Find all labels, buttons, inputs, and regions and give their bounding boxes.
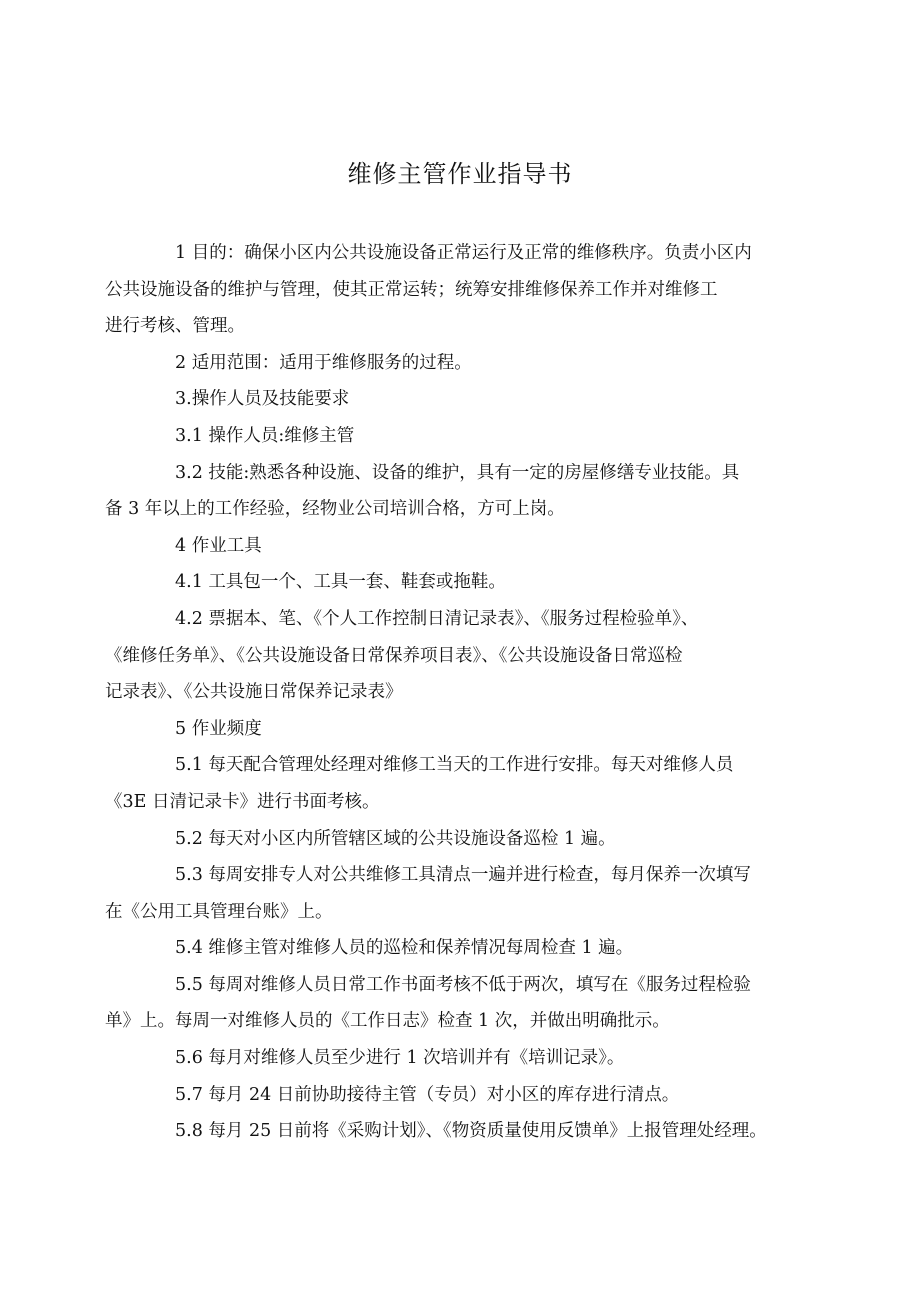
paragraph-line: 单》上。每周一对维修人员的《工作日志》检查 1 次，并做出明确批示。 — [105, 1011, 670, 1032]
paragraph-line: 3.操作人员及技能要求 — [175, 389, 350, 410]
paragraph — [140, 528, 790, 565]
paragraph-line: 2 适用范围：适用于维修服务的过程。 — [175, 352, 472, 373]
paragraph — [140, 1113, 790, 1150]
paragraph-line: 5.5 每周对维修人员日常工作书面考核不低于两次，填写在《服务过程检验 — [175, 974, 751, 995]
paragraph-line: 5.1 每天配合管理处经理对维修工当天的工作进行安排。每天对维修人员 — [175, 755, 734, 776]
paragraph-line: 5.6 每月对维修人员至少进行 1 次培训并有《培训记录》。 — [175, 1048, 625, 1069]
paragraph-line: 1 目的：确保小区内公共设施设备正常运行及正常的维修秩序。负责小区内 — [175, 243, 752, 263]
paragraph-line: 3.1 操作人员:维修主管 — [175, 425, 355, 446]
document-body — [105, 235, 790, 1150]
paragraph — [105, 601, 790, 711]
paragraph — [140, 930, 790, 967]
document-title: 维修主管作业指导书 — [347, 160, 573, 188]
paragraph — [140, 711, 790, 748]
paragraph-line: 3.2 技能:熟悉各种设施、设备的维护，具有一定的房屋修缮专业技能。具 — [175, 462, 740, 483]
paragraph-line: 进行考核、管理。 — [105, 316, 245, 337]
paragraph-line: 5 作业频度 — [175, 718, 262, 739]
paragraph — [105, 967, 790, 1040]
paragraph — [140, 821, 790, 858]
paragraph-line: 记录表》、《公共设施日常保养记录表》 — [105, 682, 403, 703]
paragraph — [140, 1040, 790, 1077]
paragraph-line: 公共设施设备的维护与管理，使其正常运转；统筹安排维修保养工作并对维修工 — [105, 279, 718, 300]
paragraph — [105, 455, 790, 528]
paragraph — [140, 381, 790, 418]
paragraph-line: 4.1 工具包一个、工具一套、鞋套或拖鞋。 — [175, 572, 506, 593]
paragraph — [105, 747, 790, 820]
paragraph-line: 5.3 每周安排专人对公共维修工具清点一遍并进行检查，每月保养一次填写 — [175, 865, 751, 886]
paragraph-line: 4.2 票据本、笔、《个人工作控制日清记录表》、《服务过程检验单》、 — [175, 608, 699, 629]
paragraph — [140, 564, 790, 601]
paragraph — [140, 1077, 790, 1114]
paragraph-line: 5.4 维修主管对维修人员的巡检和保养情况每周检查 1 遍。 — [175, 938, 634, 959]
paragraph-line: 4 作业工具 — [175, 535, 262, 556]
paragraph-line: 备 3 年以上的工作经验，经物业公司培训合格，方可上岗。 — [105, 499, 565, 520]
paragraph — [105, 235, 790, 345]
paragraph-line: 在《公用工具管理台账》上。 — [105, 901, 333, 922]
paragraph-line: 《维修任务单》、《公共设施设备日常保养项目表》、《公共设施设备日常巡检 — [105, 645, 683, 666]
paragraph-line: 《3E 日清记录卡》进行书面考核。 — [105, 791, 380, 812]
paragraph-line: 5.8 每月 25 日前将《采购计划》、《物资质量使用反馈单》上报管理处经理。 — [175, 1121, 767, 1142]
paragraph — [140, 418, 790, 455]
paragraph — [140, 345, 790, 382]
paragraph-line: 5.2 每天对小区内所管辖区域的公共设施设备巡检 1 遍。 — [175, 828, 616, 849]
paragraph-line: 5.7 每月 24 日前协助接待主管（专员）对小区的库存进行清点。 — [175, 1084, 680, 1105]
paragraph — [105, 857, 790, 930]
